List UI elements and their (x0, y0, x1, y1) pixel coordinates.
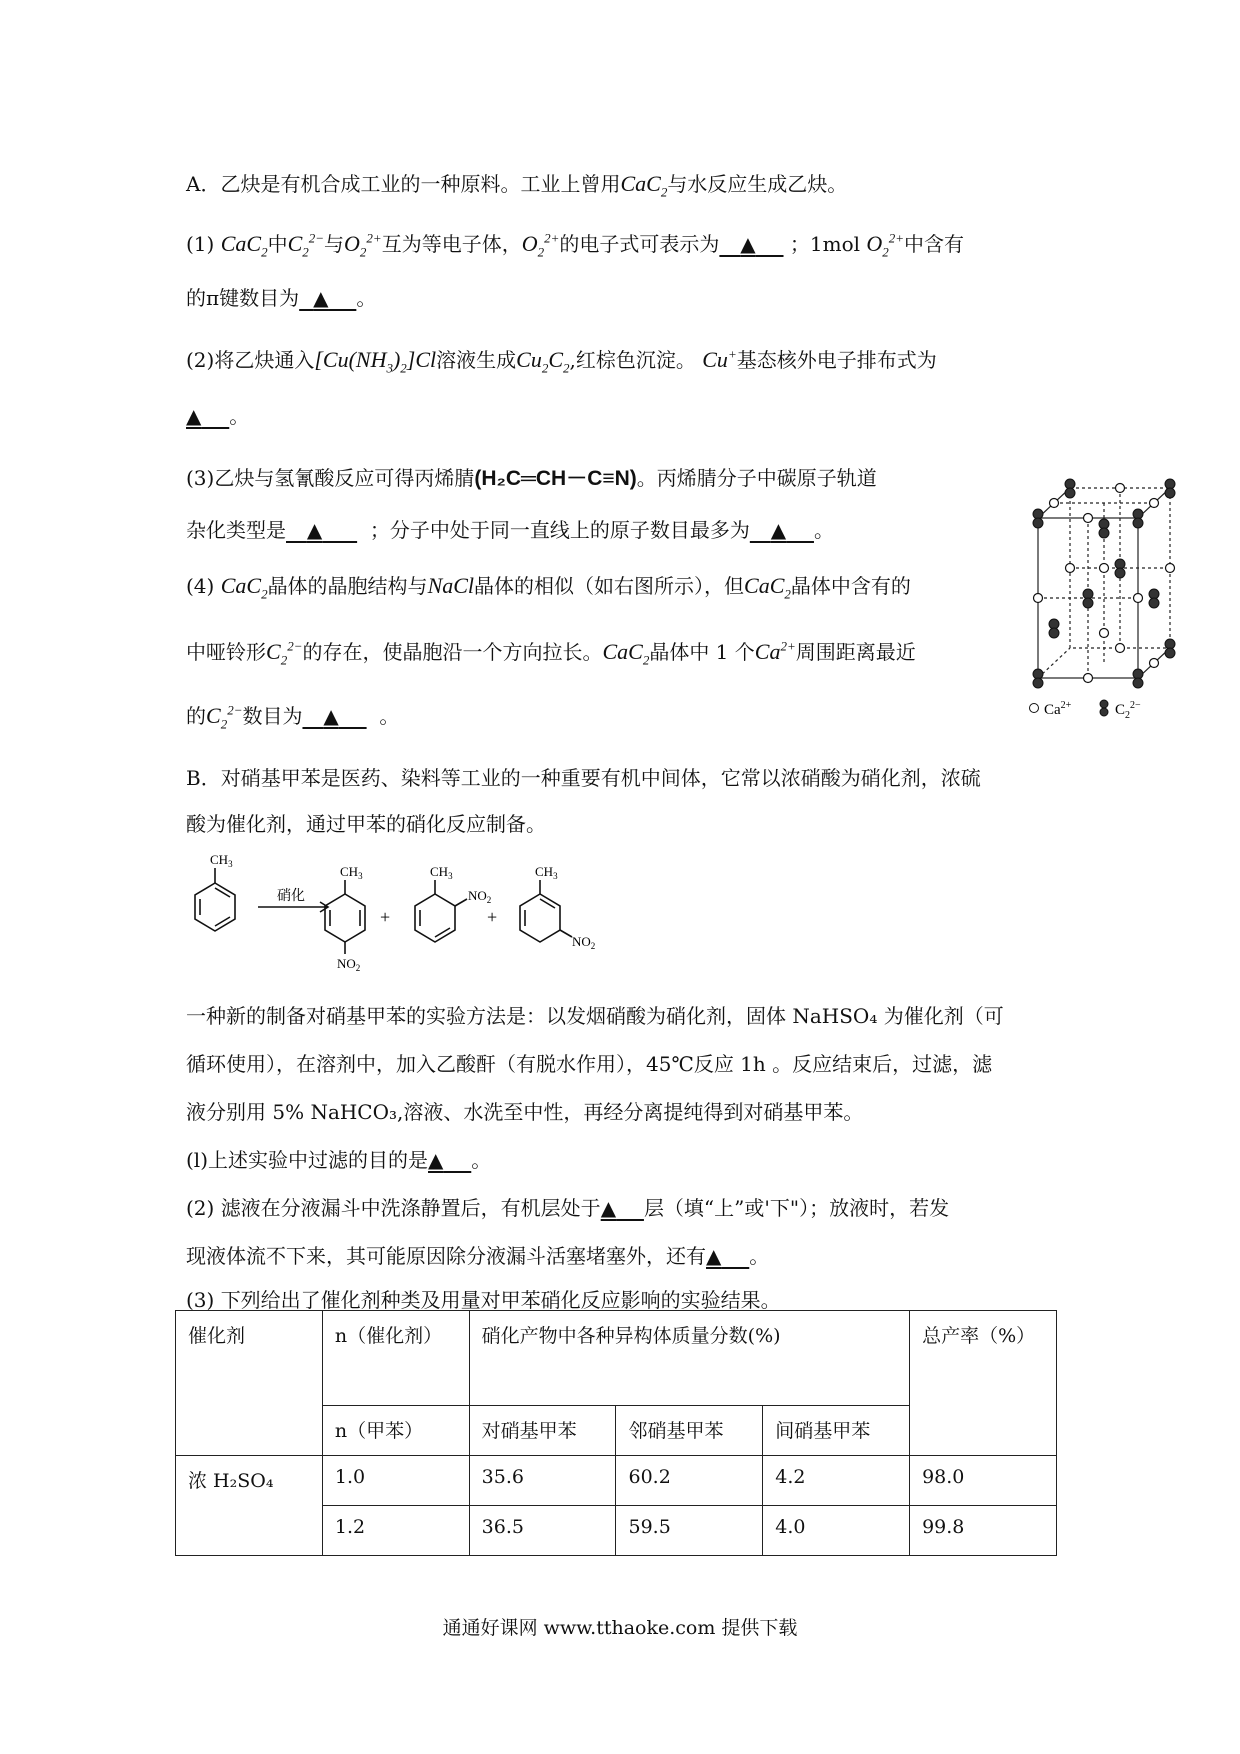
cell-para: 36.5 (469, 1506, 616, 1556)
question-a3-line2: 杂化类型是 ▲ ；分子中处于同一直线上的原子数目最多为 ▲ 。 (186, 518, 834, 542)
question-a4-line2: 中哑铃形$C_2^{2-}$的存在，使晶胞沿一个方向拉长。CaC$_2$晶体中 1 个$Ca^{2+}$周围距离最近 (186, 638, 916, 668)
svg-text:NO2: $NO_2$ (572, 934, 596, 951)
section-b-intro-line1: B．对硝基甲苯是医药、染料等工业的一种重要有机中间体，它常以浓硝酸为硝化剂，浓硫 (186, 766, 981, 790)
cell-meta: 4.0 (763, 1506, 910, 1556)
question-b2-line2: 现液体流不下来，其可能原因除分液漏斗活塞堵塞外，还有▲ 。 (186, 1244, 770, 1268)
cell-ratio: 1.2 (322, 1506, 469, 1556)
svg-text:CH3: $CH_3$ (430, 864, 453, 881)
cell-meta: 4.2 (763, 1456, 910, 1506)
header-ortho: 邻硝基甲苯 (616, 1406, 763, 1456)
method-paragraph-line2: 循环使用），在溶剂中，加入乙酸酐（有脱水作用），45℃反应 1h 。反应结束后，过滤，滤 (186, 1052, 993, 1076)
crystal-cell-figure (1020, 470, 1180, 720)
svg-text:NO2: $NO_2$ (468, 888, 492, 905)
header-ratio-denominator: n（甲苯） (322, 1406, 469, 1456)
svg-text:+: + (487, 907, 498, 927)
header-total-yield: 总产率（%） (910, 1311, 1057, 1456)
nitration-reaction-scheme (180, 850, 660, 980)
question-b3: (3) 下列给出了催化剂种类及用量对甲苯硝化反应影响的实验结果。 (186, 1288, 781, 1312)
header-para: 对硝基甲苯 (469, 1406, 616, 1456)
method-paragraph-line1: 一种新的制备对硝基甲苯的实验方法是：以发烟硝酸为硝化剂，固体 NaHSO₄ 为催化剂（可 (186, 1004, 1004, 1028)
cell-ortho: 60.2 (616, 1456, 763, 1506)
question-a2-line2: ▲ 。 (186, 404, 250, 428)
question-a4-line1: (4) CaC$_2$晶体的晶胞结构与NaCl晶体的相似（如右图所示），但CaC$_2$晶体中含有的 (186, 573, 911, 602)
question-a1-line2: 的π键数目为 ▲ 。 (186, 286, 377, 310)
cell-total: 99.8 (910, 1506, 1057, 1556)
page-footer: 通通好课网 www.tthaoke.com 提供下载 (442, 1617, 798, 1639)
svg-text:NO2: $NO_2$ (337, 956, 361, 973)
cell-ratio: 1.0 (322, 1456, 469, 1506)
svg-text:C22−: $C_2^{2-}$ (1115, 700, 1141, 720)
header-meta: 间硝基甲苯 (763, 1406, 910, 1456)
section-b-intro-line2: 酸为催化剂，通过甲苯的硝化反应制备。 (186, 812, 546, 836)
svg-text:+: + (380, 907, 391, 927)
cell-ortho: 59.5 (616, 1506, 763, 1556)
svg-text:硝化: 硝化 (277, 889, 305, 904)
method-paragraph-line3: 液分别用 5% NaHCO₃,溶液、水洗至中性，再经分离提纯得到对硝基甲苯。 (186, 1100, 864, 1124)
catalyst-results-table (175, 1310, 1057, 1556)
question-a4-line3: 的$C_2^{2-}$数目为 ▲ 。 (186, 702, 400, 732)
section-a-intro: A．乙炔是有机合成工业的一种原料。工业上曾用CaC$_2$与水反应生成乙炔。 (186, 171, 848, 200)
header-isomers: 硝化产物中各种异构体质量分数(%) (469, 1311, 909, 1406)
table-row (176, 1456, 1057, 1506)
question-a1-line1: (1) CaC$_2$中$C_2^{2-}$与$O_2^{2+}$互为等电子体，$O_2^{2+}$的电子式可表示为 ▲ ；1mol $O_2^{2+}$中含有 (186, 230, 965, 260)
cell-para: 35.6 (469, 1456, 616, 1506)
question-a2-line1: (2)将乙炔通入$[Cu(NH_3)_2]Cl$溶液生成$Cu_2C_2$,红棕色沉淀。 Cu+基态核外电子排布式为 (186, 346, 937, 376)
question-b2-line1: (2) 滤液在分液漏斗中洗涤静置后，有机层处于▲ 层（填“上”或'下"）；放液时，若发 (186, 1196, 950, 1220)
header-ratio-numerator: n（催化剂） (322, 1311, 469, 1406)
svg-text:CH3: $CH_3$ (535, 864, 558, 881)
header-catalyst: 催化剂 (176, 1311, 323, 1456)
svg-text:CH3: $CH_3$ (340, 864, 363, 881)
catalyst-name: 浓 H₂SO₄ (176, 1456, 323, 1556)
svg-text:CH3: $CH_3$ (210, 852, 233, 869)
question-a3-line1: (3)乙炔与氢氰酸反应可得丙烯腈(H₂C═CH－C≡N)。丙烯腈分子中碳原子轨道 (186, 466, 877, 490)
svg-text:Ca2+: $Ca^{2+}$ (1044, 700, 1072, 718)
cell-total: 98.0 (910, 1456, 1057, 1506)
question-b1: (l)上述实验中过滤的目的是▲ 。 (186, 1148, 492, 1172)
